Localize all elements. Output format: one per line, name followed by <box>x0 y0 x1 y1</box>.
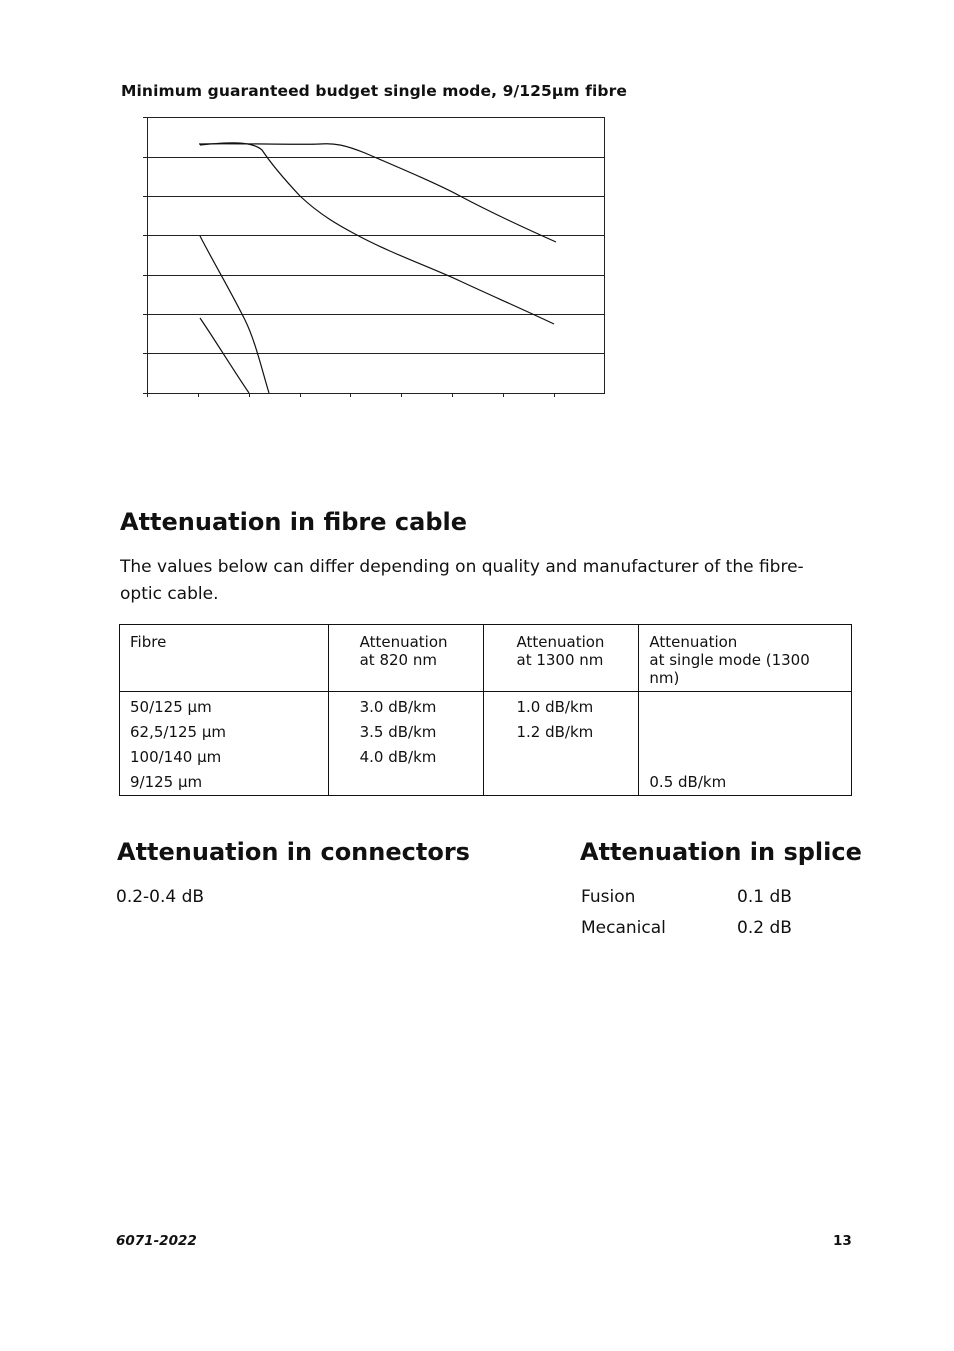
chart-title: Minimum guaranteed budget single mode, 9/125µm fibre <box>121 82 627 100</box>
table-cell: 50/125 µm <box>130 698 212 716</box>
plot-border <box>148 118 605 394</box>
table-cell: 3.5 dB/km <box>359 723 437 741</box>
chart-frame <box>143 118 605 398</box>
chart-curves <box>199 143 556 393</box>
table-cell <box>507 745 639 770</box>
table-body-row <box>120 692 852 796</box>
document-number: 6071-2022 <box>116 1233 197 1249</box>
att-820-column <box>328 692 483 796</box>
table-cell: 3.0 dB/km <box>359 698 437 716</box>
fibre-column <box>120 692 329 796</box>
connectors-heading: Attenuation in connectors <box>117 838 470 866</box>
splice-heading: Attenuation in splice <box>580 838 862 866</box>
splice-type-mecanical: Mecanical <box>581 918 666 938</box>
table-cell: 1.0 dB/km <box>516 698 594 716</box>
table-cell: 1.2 dB/km <box>516 723 594 741</box>
table-cell: 4.0 dB/km <box>359 748 437 766</box>
table-cell <box>507 770 639 795</box>
table-cell: 0.5 dB/km <box>649 773 727 791</box>
header-single-mode: Attenuation at single mode (1300 nm) <box>639 625 852 692</box>
table-header-row <box>120 625 852 692</box>
header-820nm: Attenuation at 820 nm <box>328 625 483 692</box>
att-single-mode-column <box>639 692 852 796</box>
table-cell: 9/125 µm <box>130 773 203 791</box>
curve-steep-left <box>200 318 249 393</box>
att-1300-column <box>483 692 639 796</box>
splice-type-fusion: Fusion <box>581 887 636 907</box>
curve-upper <box>199 144 556 242</box>
page-number: 13 <box>833 1233 852 1249</box>
fibre-intro-text: The values below can differ depending on quality and manufacturer of the fibre-optic cable. <box>120 557 804 604</box>
connectors-value: 0.2-0.4 dB <box>116 887 205 907</box>
header-1300nm: Attenuation at 1300 nm <box>483 625 639 692</box>
budget-chart <box>0 0 954 420</box>
table-cell <box>639 720 851 745</box>
table-cell <box>639 695 851 720</box>
splice-value-mecanical: 0.2 dB <box>737 918 792 938</box>
table-cell <box>350 770 483 795</box>
fibre-section-heading: Attenuation in fibre cable <box>120 508 468 536</box>
table-cell: 62,5/125 µm <box>130 723 227 741</box>
splice-value-fusion: 0.1 dB <box>737 887 792 907</box>
header-fibre: Fibre <box>120 625 329 692</box>
table-cell: 100/140 µm <box>130 748 222 766</box>
table-cell <box>639 745 851 770</box>
curve-lower <box>200 143 554 324</box>
attenuation-table <box>119 624 852 796</box>
